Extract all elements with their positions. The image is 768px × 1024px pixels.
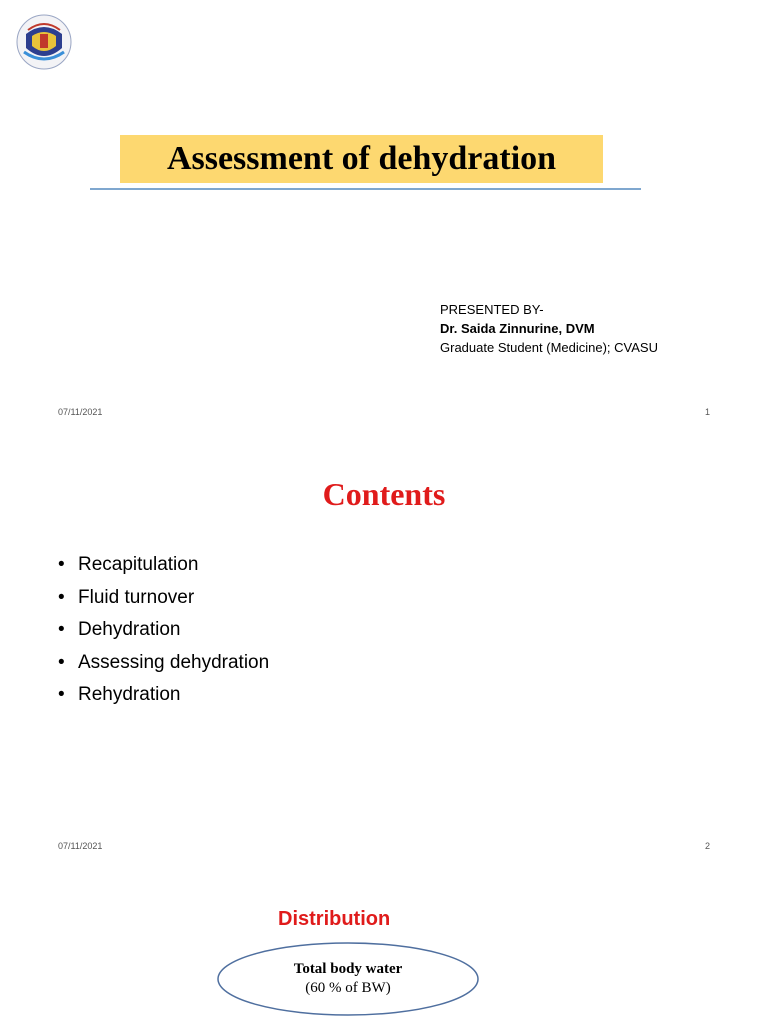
bullet-icon: • [58, 619, 65, 640]
list-item-label: Recapitulation [78, 554, 199, 575]
slide-distribution [0, 864, 768, 1024]
list-item [58, 549, 269, 582]
slide-date: 07/11/2021 [58, 407, 103, 417]
contents-list [58, 549, 269, 712]
list-item [58, 679, 269, 712]
university-logo-icon [16, 14, 72, 70]
title-underline [90, 188, 641, 190]
slide-number: 2 [704, 841, 710, 851]
slide-number: 1 [704, 407, 710, 417]
list-item-label: Rehydration [78, 684, 181, 705]
slide-contents [0, 432, 768, 864]
node-label: Total body water [293, 961, 403, 977]
list-item-label: Fluid turnover [78, 586, 195, 608]
bullet-icon: • [58, 586, 65, 608]
list-item-label: Dehydration [78, 619, 181, 640]
list-item [58, 614, 269, 647]
list-item [58, 582, 269, 615]
contents-title: Contents [322, 476, 446, 512]
list-item-label: Assessing dehydration [78, 651, 270, 673]
slide-title-text: Assessment of dehydration [166, 140, 557, 177]
node-sublabel: (60 % of BW) [305, 980, 391, 996]
presenter-role: Graduate Student (Medicine); CVASU [440, 340, 658, 355]
title-highlight-box [120, 135, 603, 183]
presenter-name: Dr. Saida Zinnurine, DVM [440, 321, 595, 336]
bullet-icon: • [58, 651, 65, 673]
slide-date: 07/11/2021 [58, 841, 103, 851]
bullet-icon: • [58, 684, 65, 705]
distribution-title: Distribution [278, 908, 391, 930]
list-item [58, 647, 269, 680]
bullet-icon: • [58, 554, 65, 575]
presenter-block [440, 300, 658, 357]
slide-title [0, 0, 768, 432]
total-body-water-node [216, 960, 480, 998]
presenter-label: PRESENTED BY- [440, 302, 544, 317]
